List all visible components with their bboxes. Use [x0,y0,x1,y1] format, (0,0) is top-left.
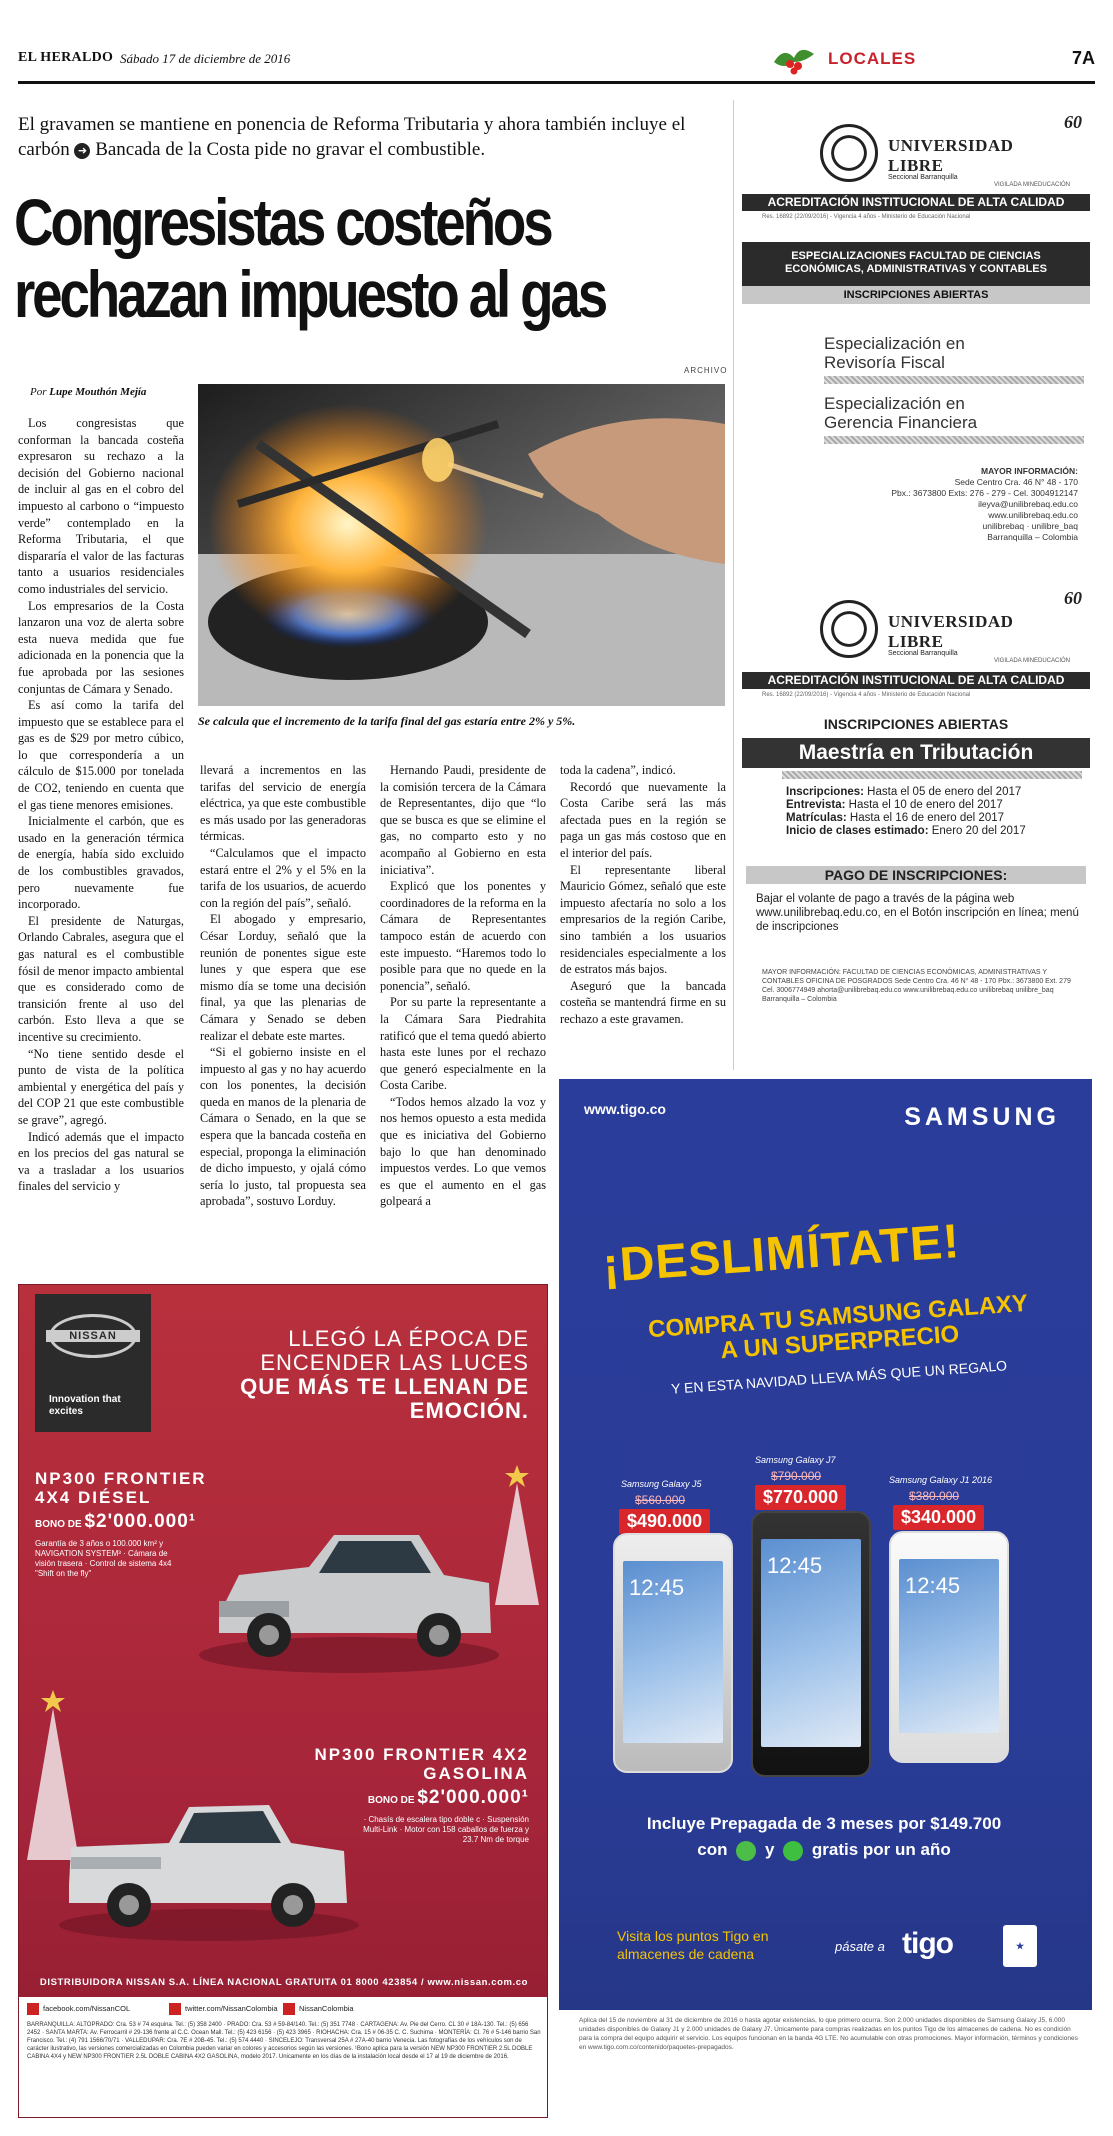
ad-headline-1: LLEGÓ LA ÉPOCA DE ENCENDER LAS LUCES [260,1326,529,1375]
paragraph: “Calculamos que el impacto estará entre el 2% y el 5% en la tarifa de los usuarios, de acuerdo con la región del país”, señaló. [200,845,366,910]
university-name: UNIVERSIDAD LIBRE [888,612,1014,651]
twitter-icon [169,2003,181,2015]
contact-phone: Pbx.: 3673800 Exts: 276 - 279 - Cel. 3004912147 [891,488,1078,498]
model-4x4-name: NP300 FRONTIER 4X4 DIÉSEL [35,1469,207,1507]
prepaga-offer [579,1811,1069,1863]
prepaga-line-1: Incluye Prepagada de 3 meses por $149.700 [646,1814,1002,1833]
decorative-stripe [824,436,1084,444]
visit-stores-text: Visita los puntos Tigo en almacenes de cadena [617,1928,769,1962]
paragraph: “Todos hemos alzado la voz y nos hemos opuesto a esta medida que es iniciativa del Gobierno bajo lo que han denominado impuestos verdes. Lo que vemos es que el aumento en el gas golpeará a [380,1094,546,1209]
phone-model-label: Samsung Galaxy J7 [755,1455,836,1465]
resolution-text: Res. 16892 (22/09/2016) - Vigencia 4 años - Ministerio de Educación Nacional [762,214,971,220]
masthead [18,48,1095,84]
program-maestria-tributacion[interactable]: Maestría en Tributación [742,738,1090,768]
phone-screen [623,1561,723,1743]
model-4x2-name: NP300 FRONTIER 4X2 GASOLINA [314,1745,529,1783]
frontier-4x2-truck[interactable] [59,1765,359,1945]
paragraph: Hernando Paudi, presidente de la comisión tercera de la Cámara de Representantes, dijo que “lo que se busca es que se elimine el gas, no comparto esto y no acompaño al Gobierno en esta iniciativa”. [380,763,546,877]
tigo-url[interactable]: www.tigo.co [584,1101,666,1117]
article-column-2 [200,762,366,1210]
phone-clock: 12:45 [905,1573,961,1598]
especializaciones-box: ESPECIALIZACIONES FACULTAD DE CIENCIAS ECONÓMICAS, ADMINISTRATIVAS Y CONTABLES [742,242,1090,286]
issue-date: Sábado 17 de diciembre de 2016 [120,51,291,66]
contact-city: Barranquilla – Colombia [987,532,1078,542]
galaxy-j7-phone[interactable] [751,1511,871,1777]
date-row: Inicio de clases estimado: Enero 20 del 2017 [786,825,1026,837]
paragraph: El abogado y empresario, César Lorduy, señaló que la reunión de ponentes sigue este lunes y que espera que ese mismo día se tome una decisión final, ya que las plenarias de Cámara y Senado se deben realizar el debate este martes. [200,912,366,1043]
pago-heading: PAGO DE INSCRIPCIONES: [746,866,1086,884]
acreditacion-bar: ACREDITACIÓN INSTITUCIONAL DE ALTA CALIDAD [742,194,1090,211]
section-label: LOCALES [828,49,917,68]
contact-social[interactable]: unilibrebaq · unilibre_baq [982,521,1078,531]
paragraph: Los congresistas que conforman la bancada costeña expresaron su rechazo a la decisión del Gobierno nacional de incluir al gas en el cobro del impuesto al carbono o “impuesto verde” contemplado en la Reforma Tributaria, el que dispararía el valor de las facturas tanto a usuarios residenciales como industriales del servicio. [18,416,184,596]
seccional: Seccional Barranquilla [888,650,958,657]
byline-prefix: Por [30,386,47,398]
contact-email[interactable]: ileyva@unilibrebaq.edu.co [978,499,1078,509]
paragraph: llevará a incrementos en las tarifas del servicio de energía eléctrica, ya que este combustible es más usado por las generadoras térmicas. [200,763,366,844]
vigilada-label: VIGILADA MINEDUCACIÓN [993,182,1070,188]
page-number: 7A [1071,48,1095,68]
paragraph: Por su parte la representante a la Cámara Sara Piedrahita ratificó que el tema quedó abierto hasta este lunes por el rechazo que generó especialmente en la Costa Caribe. [380,995,546,1093]
paragraph: “No tiene sentido desde el punto de vista de la política ambiental y energética del país y del COP 21 que este combustible se grave”, agregó. [18,1046,184,1127]
university-name: UNIVERSIDAD LIBRE [888,136,1014,175]
instagram-icon [283,2003,295,2015]
dates-list [786,786,1026,838]
inscripciones-bar: INSCRIPCIONES ABIERTAS [742,286,1090,304]
universidad-libre-logo [820,600,878,658]
acreditacion-bar: ACREDITACIÓN INSTITUCIONAL DE ALTA CALIDAD [742,672,1090,689]
article-photo [198,384,725,706]
bono-4x4: BONO DE $2'000.000¹ [35,1511,197,1532]
paragraph: El representante liberal Mauricio Gómez, señaló que este impuesto afectaría no solo a los empresarios de la región Caribe, sino también a los usuarios residenciales especialmente a los de estratos más bajos. [560,862,726,977]
subhead-related-link[interactable]: Bancada de la Costa pide no gravar el combustible. [95,139,486,160]
date-row: Entrevista: Hasta el 10 de enero del 2017 [786,799,1003,811]
headline-line-2: rechazan impuesto al gas [14,257,606,331]
contact-website[interactable]: www.unilibrebaq.edu.co [988,510,1078,520]
whatsapp-icon [736,1841,756,1861]
old-price: $790.000 [771,1469,822,1483]
nissan-logo: NISSAN [49,1314,137,1358]
line-app-icon [783,1841,803,1861]
date-row: Matrículas: Hasta el 16 de enero del 2017 [786,812,1005,824]
contact-address: Sede Centro Cra. 46 N° 48 - 170 [954,477,1078,487]
subhead-text: El gravamen se mantiene en ponencia de Reforma Tributaria y ahora también incluye el carbón [18,114,686,160]
nissan-badge [35,1294,151,1432]
phone-screen [899,1559,999,1733]
distributor-line: DISTRIBUIDORA NISSAN S.A. LÍNEA NACIONAL GRATUITA 01 8000 423854 / www.nissan.com.co [39,1977,529,1988]
nissan-footer [19,1997,548,2118]
ad-headline-2: QUE MÁS TE LLENAN DE EMOCIÓN. [240,1374,529,1423]
universidad-libre-ad-maestria[interactable] [742,586,1090,1064]
program-gerencia-financiera[interactable]: Especialización en Gerencia Financiera [824,394,978,432]
pasate-label: pásate a [835,1939,885,1954]
galaxy-j1-phone[interactable] [889,1531,1009,1763]
ad-subtitle: COMPRA TU SAMSUNG GALAXY A UN SUPERPRECIO [647,1289,1029,1365]
bono-4x2: BONO DE $2'000.000¹ [367,1787,529,1808]
sale-price: $770.000 [755,1485,846,1510]
ad-title: ¡DESLIMÍTATE! [601,1215,962,1293]
paragraph: Los empresarios de la Costa lanzaron una voz de alerta sobre esta nueva medida que fue adicionada en la ponencia que la fue aprobada por las sesiones conjuntas de Cámara y Senado. [18,598,184,696]
article-column-1 [18,415,184,1195]
anniversary-badge: 60 [1064,588,1082,608]
tigo-logo: tigo [902,1927,953,1960]
paragraph: El presidente de Naturgas, Orlando Cabrales, asegura que el gas natural es el combustible fósil de menor impacto ambiental que es considerado como de transición frente al uso del carbón. Esto lleva a que se incentive su crecimiento. [18,913,184,1044]
paragraph: Aseguró que la bancada costeña se mantendrá firme en su rechazo a este gravamen. [560,978,726,1026]
sale-price: $340.000 [893,1505,984,1530]
paragraph: “Si el gobierno insiste en el impuesto al gas y no hay acuerdo con los ponentes, la decisión queda en manos de la plenaria de Cámara o Senado, en la que se espera que la bancada costeña en especial, proponga la eliminación de dicho impuesto, y ojalá cómo sería lo justo, tal propuesta sea aprobada”, sostuvo Lorduy. [200,1045,366,1209]
features-4x2: · Chasís de escalera tipo doble c · Suspensión Multi-Link · Motor con 158 caballos de fuerza y 23.7 Nm de torque [363,1815,529,1844]
gas-stove-photo [198,384,725,706]
nissan-tagline: Innovation that excites [49,1394,121,1417]
arrow-right-icon: ➜ [74,143,90,159]
facebook-link[interactable]: facebook.com/NissanCOL [27,2003,130,2015]
paragraph: Inicialmente el carbón, que es usado en la generación térmica de energía, había sido excluido de los combustibles gravados, pero nuevamente fue incorporado. [18,814,184,912]
column-divider [733,100,734,1070]
phone-model-label: Samsung Galaxy J1 2016 [889,1475,993,1485]
galaxy-j5-phone[interactable] [613,1533,733,1773]
old-price: $380.000 [909,1489,960,1503]
headline-line-1: Congresistas costeños [14,185,551,259]
universidad-libre-logo [820,124,878,182]
old-price: $560.000 [635,1493,686,1507]
samsung-logo: SAMSUNG [904,1103,1060,1131]
samsung-tigo-ad[interactable] [559,1079,1092,2010]
contact-heading: MAYOR INFORMACIÓN: [981,466,1078,476]
phone-clock: 12:45 [629,1575,685,1600]
article-headline [14,186,612,330]
facebook-icon [27,2003,39,2015]
article-subhead [18,112,723,162]
newspaper-name: EL HERALDO [18,50,114,65]
article-column-3 [380,762,546,1210]
twitter-link[interactable]: twitter.com/NissanColombia [169,2003,278,2015]
phone-screen [761,1539,861,1747]
instagram-link[interactable]: NissanColombia [283,2003,354,2015]
decorative-stripe [824,376,1084,384]
program-revisoria-fiscal[interactable]: Especialización en Revisoría Fiscal [824,334,965,372]
contact-block [891,466,1078,543]
nissan-frontier-ad[interactable] [18,1284,548,2118]
paragraph: Recordó que nuevamente la Costa Caribe será las más afectada pues en la región se paga un gas más costoso que en el interior del país. [560,779,726,860]
phone-model-label: Samsung Galaxy J5 [621,1479,702,1489]
contact-block: MAYOR INFORMACIÓN: FACULTAD DE CIENCIAS ECONÓMICAS, ADMINISTRATIVAS Y CONTABLES OFICINA DE POSGRADOS Sede Centro Cra. 46 N° 48 - 170 Pbx.: 3673800 Ext. 279 Cel. 3006774949 ahorta@unilibrebaq.edu.co www.unilibrebaq.edu.co unilibrebaq unilibre_baq Barranquilla – Colombia [762,969,1071,1003]
pago-instructions: Bajar el volante de pago a través de la página web www.unilibrebaq.edu.co, en el Botón inscripción en línea; menú de inscripciones [756,893,1079,933]
byline-author: Lupe Mouthón Mejía [49,386,147,398]
article-column-4 [560,762,726,1028]
paragraph: Es así como la tarifa del impuesto que se establece para el gas es de $29 por metro cúbico, lo que correspondería a un cálculo de $15.000 por tonelada de CO2, teniendo en cuenta que el gas tiene menores emisiones. [18,698,184,812]
phone-clock: 12:45 [767,1553,823,1578]
seccional: Seccional Barranquilla [888,174,958,181]
features-4x4: Garantía de 3 años o 100.000 km² y NAVIGATION SYSTEM³ · Cámara de visión trasera · Control de sistema 4x4 "Shift on the fly" [35,1539,172,1578]
date-row: Inscripciones: Hasta el 05 de enero del 2017 [786,786,1022,798]
universidad-libre-ad-especializaciones[interactable] [742,108,1090,578]
dealer-fine-print: BARRANQUILLA: ALTOPRADO: Cra. 53 # 74 esquina. Tel.: (5) 358 2400 · PRADO: Cra. 53 # 59-84/140. Tel.: (5) 351 7748 · CARTAGENA: Av. Pie del Cerro. CL 30 # 18A-130. Tel.: (5) 656 2452 · SANTA MARTA: Av. Ferrocarril # 29-136 frente al C.C. Ocean Mall. Tel.: (5) 423 6156 · (5) 423 3965 · RIOHACHA: Cra. 15 # 06-35 C. C. Suchima · MONTERÍA: Cl. 76 # 5-146 barrio San Francisco. Tel.: (4) 791 1566/70/71 · VALLEDUPAR: Cra. 7E # 20B-45. Tel.: (5) 574 4440 · SINCELEJO: Transversal 25A # 27A-40 barrio Venecia. Las fotografías de los vehículos son de carácter ilustrativo, las versiones comercializadas en Colombia pueden variar en colores y accesorios según las versiones. ¹Bono aplica para la versión NEW NP300 FRONTIER 2.5L DOBLE CABINA 4X4 y NEW NP300 FRONTIER 2.5L DOBLE CABINA 4X2 GASOLINA, modelo 2017. Unicamente en los días de la instalación local desde el 17 al 19 de diciembre de 2016. [27,2022,541,2060]
frontier-4x4-truck[interactable] [199,1505,499,1675]
prepaga-line-2: con y gratis por un año [697,1840,951,1859]
vigilada-label: VIGILADA MINEDUCACIÓN [993,658,1070,664]
anniversary-badge: 60 [1064,112,1082,132]
ad-tagline: Y EN ESTA NAVIDAD LLEVA MÁS QUE UN REGALO [670,1357,1008,1397]
resolution-text: Res. 16892 (22/09/2016) - Vigencia 4 años - Ministerio de Educación Nacional [762,692,971,698]
samsung-legal-text: Aplica del 15 de noviembre al 31 de diciembre de 2016 o hasta agotar existencias, lo que primero ocurra. Son 2.000 unidades disponibles de Samsung Galaxy J5, 6.000 unidades disponibles de Galaxy J1 y 2.000 unidades de Galaxy J7. Únicamente para compras realizadas en los puntos Tigo de los almacenes de cadena. No es condición para la compra del equipo adquirir el servicio. Los equipos funcionan en la banda 4G LTE. No acumulable con otras promociones. Mayor información, términos y condiciones en www.tigo.com.co/contenido/paquetes-prepagados. [579,2017,1078,2051]
photo-caption: Se calcula que el incremento de la tarifa final del gas estaría entre 2% y 5%. [198,714,576,728]
decorative-stripe [782,771,1082,779]
byline [30,386,146,398]
tigo-badge-icon: ★ [1003,1925,1037,1967]
sale-price: $490.000 [619,1509,710,1534]
inscripciones-heading: INSCRIPCIONES ABIERTAS [823,716,1009,732]
photo-credit: ARCHIVO [684,366,728,375]
paragraph: toda la cadena”, indicó. [560,763,676,777]
holly-icon [770,40,822,78]
paragraph: Explicó que los ponentes y coordinadores de la reforma en la Cámara de Representantes tampoco están de acuerdo con este impuesto. “Haremos todo lo posible para que no quede en la ponencia”, señaló. [380,879,546,993]
paragraph: Indicó además que el impacto en los precios del gas natural se va a trasladar a los usuarios finales del servicio y [18,1129,184,1194]
